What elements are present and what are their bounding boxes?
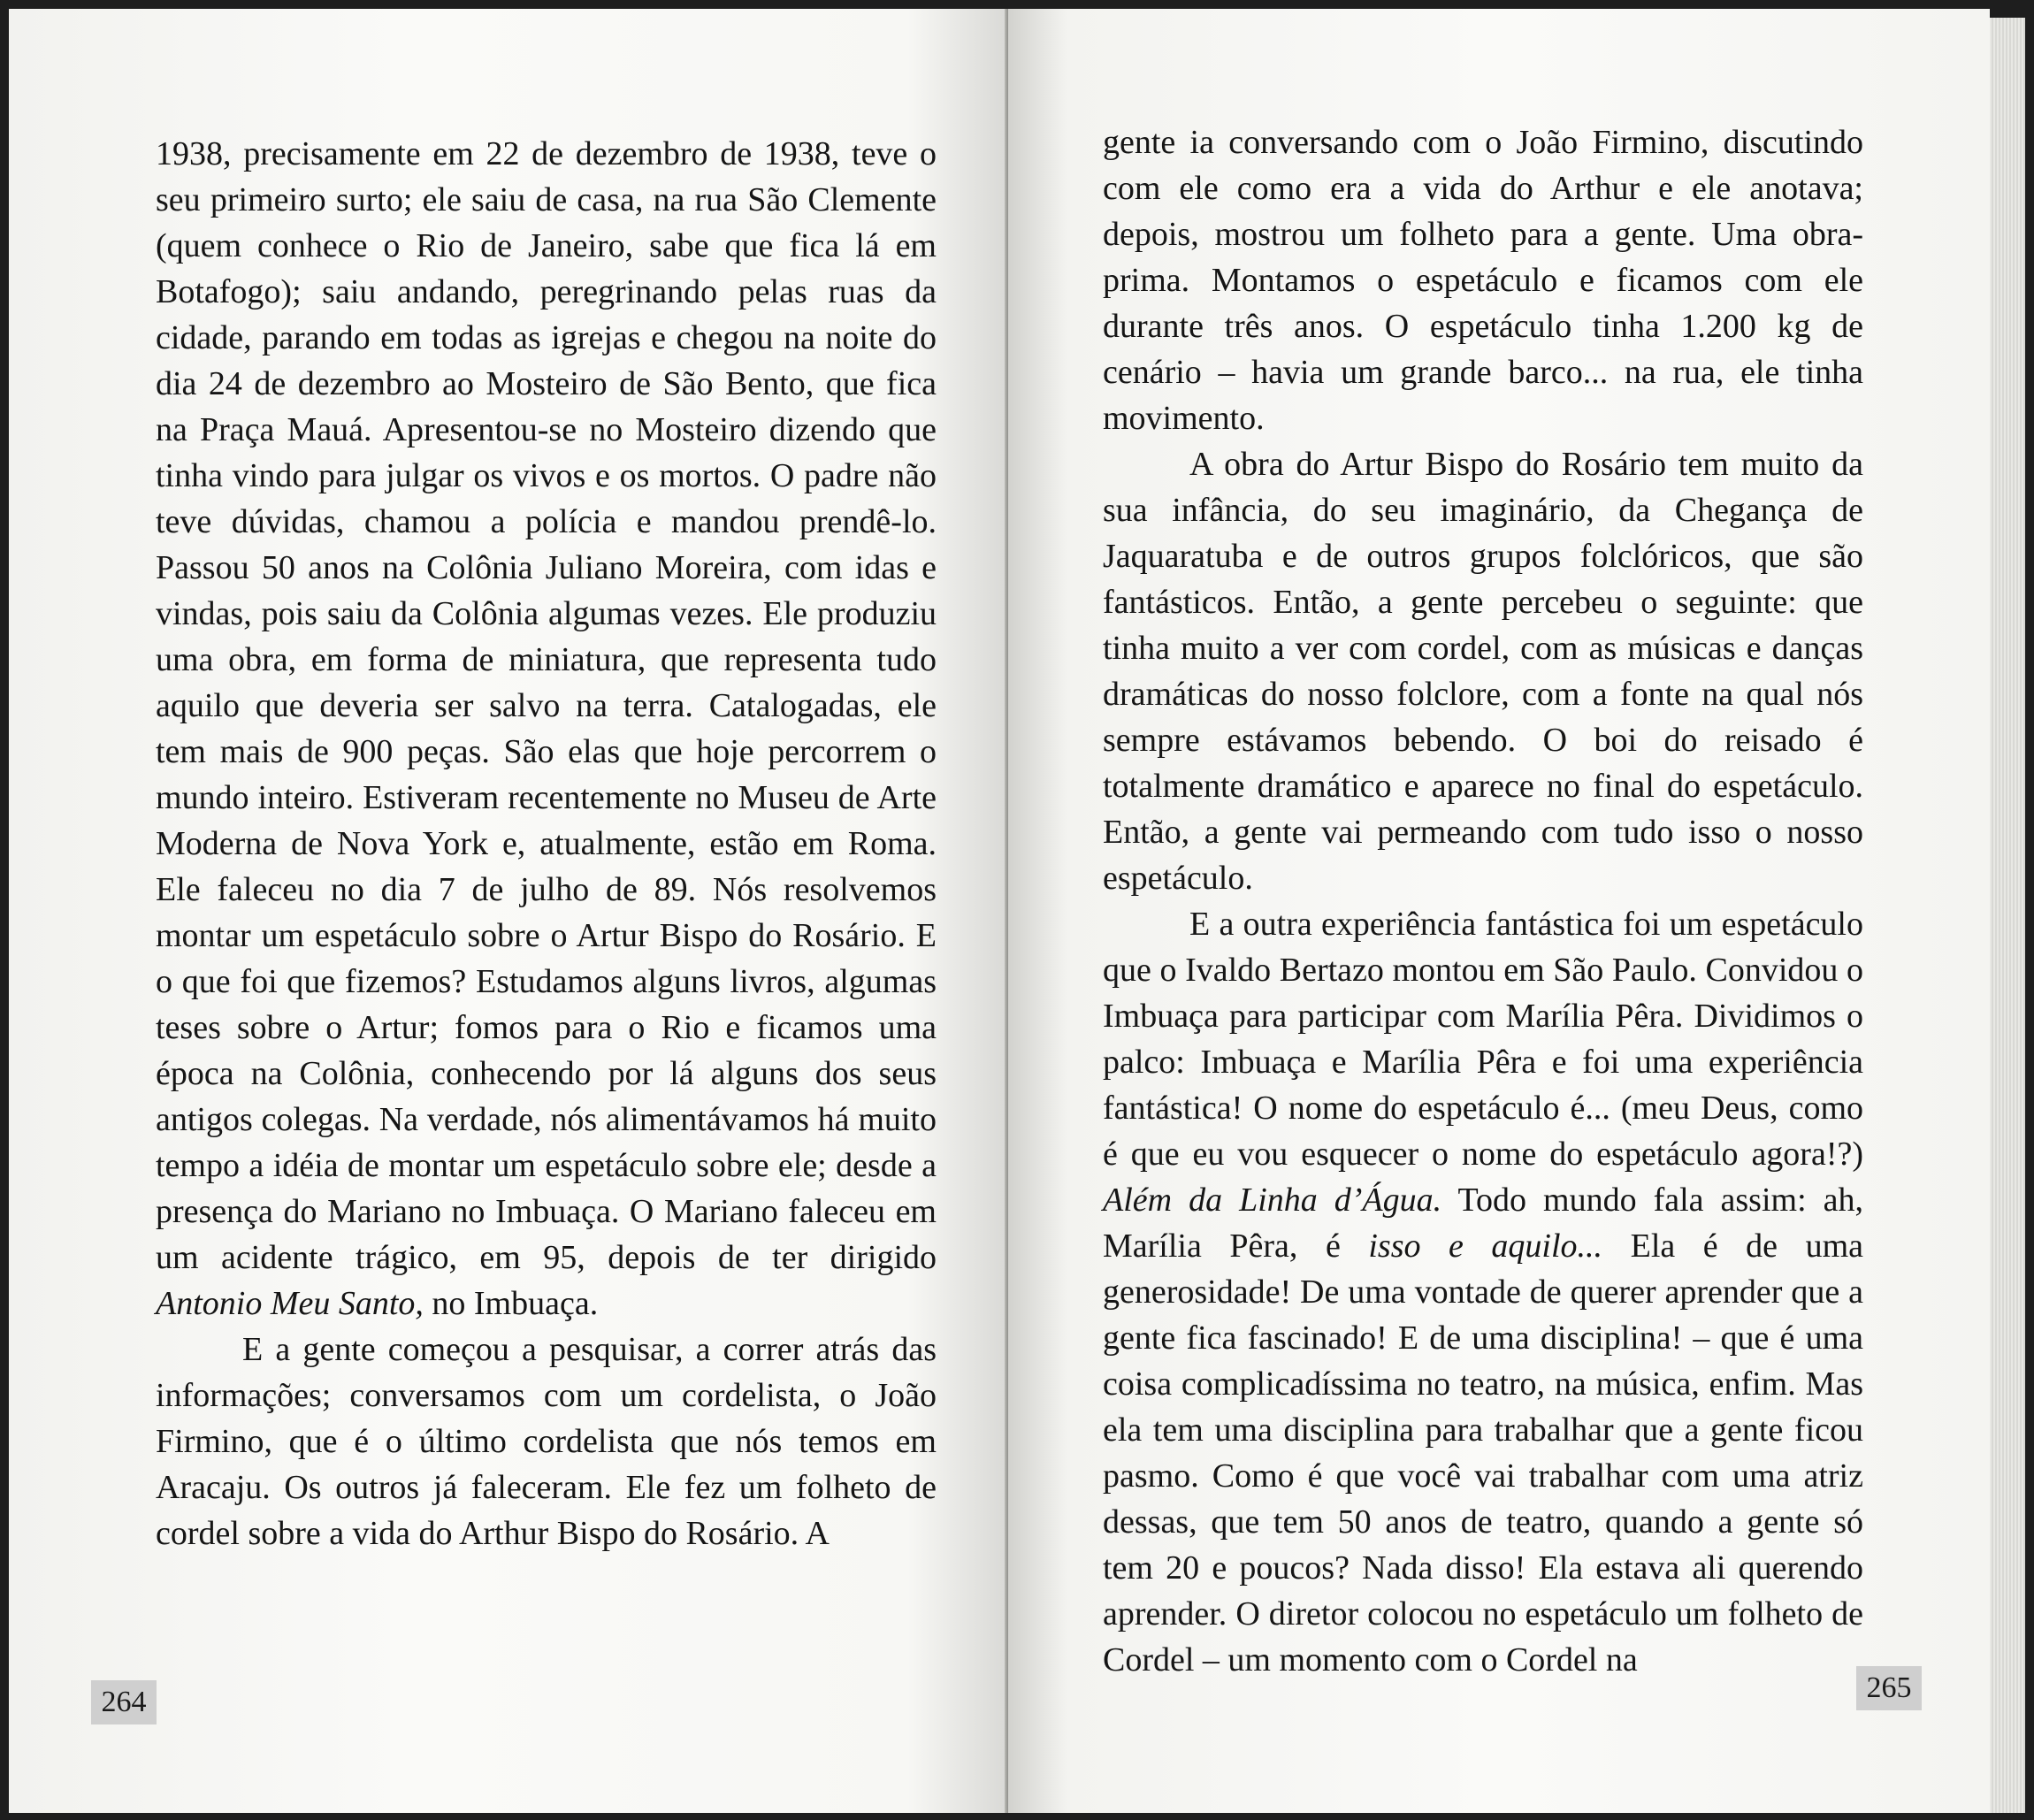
right-page — [1008, 9, 1990, 1813]
paragraph — [156, 131, 937, 1327]
text-run: no Imbuaça. — [423, 1285, 599, 1322]
left-page-text — [156, 131, 937, 1556]
page-number: 265 — [1856, 1666, 1922, 1710]
text-run: gente ia conversando com o João Firmino, discutindo com ele como era a vida do Arthur e ele anotava; depois, mostrou um folheto para a gente. Uma obra-prima. Montamos o espetáculo e ficamos com ele durante três anos. O espetáculo tinha 1.200 kg de cenário – havia um grande barco... na rua, ele tinha movimento. — [1103, 124, 1863, 437]
italic-phrase: isso e aquilo... — [1368, 1227, 1603, 1265]
text-run: E a outra experiência fantástica foi um espetáculo que o Ivaldo Bertazo montou em São Paulo. Convidou o Imbuaça para participar com Marília Pêra. Dividimos o palco: Imbuaça e Marília Pêra e foi uma experiência fantástica! O nome do espetáculo é... (meu Deus, como é que eu vou esquecer o nome do espetáculo agora!?) — [1103, 906, 1863, 1173]
left-page — [9, 9, 1008, 1813]
right-page-text — [1103, 119, 1863, 1683]
text-run: 1938, precisamente em 22 de dezembro de 1938, teve o seu primeiro surto; ele saiu de casa, na rua São Clemente (quem conhece o Rio de Janeiro, sabe que fica lá em Botafogo); saiu andando, peregrinando pelas ruas da cidade, parando em todas as igrejas e chegou na noite do dia 24 de dezembro ao Mosteiro de São Bento, que fica na Praça Mauá. Apresentou-se no Mosteiro dizendo que tinha vindo para julgar os vivos e os mortos. O padre não teve dúvidas, chamou a polícia e mandou prendê-lo. Passou 50 anos na Colônia Juliano Moreira, com idas e vindas, pois saiu da Colônia algumas vezes. Ele produziu uma obra, em forma de miniatura, que representa tudo aquilo que deveria ser salvo na terra. Catalogadas, ele tem mais de 900 peças. São elas que hoje percorrem o mundo inteiro. Estiveram recentemente no Museu de Arte Moderna de Nova York e, atualmente, estão em Roma. Ele faleceu no dia 7 de julho de 89. Nós resolvemos montar um espetáculo sobre o Artur Bispo do Rosário. E o que foi que fizemos? Estudamos alguns livros, algumas teses sobre o Artur; fomos para o Rio e ficamos uma época na Colônia, conhecendo por lá alguns dos seus antigos colegas. Na verdade, nós alimentávamos há muito tempo a idéia de montar um espetáculo sobre ele; desde a presença do Mariano no Imbuaça. O Mariano faleceu em um acidente trágico, em 95, depois de ter dirigido — [156, 135, 937, 1276]
page-stack-edge — [1990, 18, 2025, 1813]
paragraph — [1103, 119, 1863, 441]
paragraph — [1103, 441, 1863, 901]
text-run: A obra do Artur Bispo do Rosário tem muito da sua infância, do seu imaginário, da Chegança de Jaquaratuba e de outros grupos folclóricos, que são fantásticos. Então, a gente percebeu o seguinte: que tinha muito a ver com cordel, com as músicas e danças dramáticas do nosso folclore, com a fonte na qual nós sempre estávamos bebendo. O boi do reisado é totalmente dramático e aparece no final do espetáculo. Então, a gente vai permeando com tudo isso o nosso espetáculo. — [1103, 446, 1863, 897]
italic-title: Antonio Meu Santo, — [156, 1285, 424, 1322]
paragraph — [156, 1327, 937, 1556]
text-run: E a gente começou a pesquisar, a correr atrás das informações; conversamos com um cordelista, o João Firmino, que é o último cordelista que nós temos em Aracaju. Os outros já faleceram. Ele fez um folheto de cordel sobre a vida do Arthur Bispo do Rosário. A — [156, 1331, 937, 1552]
text-run: Todo mundo fala assim: ah, Marília Pêra, é — [1103, 1181, 1863, 1265]
italic-title: Além da Linha d’Água. — [1103, 1181, 1442, 1219]
paragraph — [1103, 901, 1863, 1683]
page-number: 264 — [91, 1680, 157, 1724]
text-run: Ela é de uma generosidade! De uma vontade de querer aprender que a gente fica fascinado! E de uma disciplina! – que é uma coisa complicadíssima no teatro, na música, enfim. Mas ela tem uma disciplina para trabalhar que a gente ficou pasmo. Como é que você vai trabalhar com uma atriz dessas, que tem 50 anos de teatro, quando a gente só tem 20 e poucos? Nada disso! Ela estava ali querendo aprender. O diretor colocou no espetáculo um folheto de Cordel – um momento com o Cordel na — [1103, 1227, 1864, 1679]
